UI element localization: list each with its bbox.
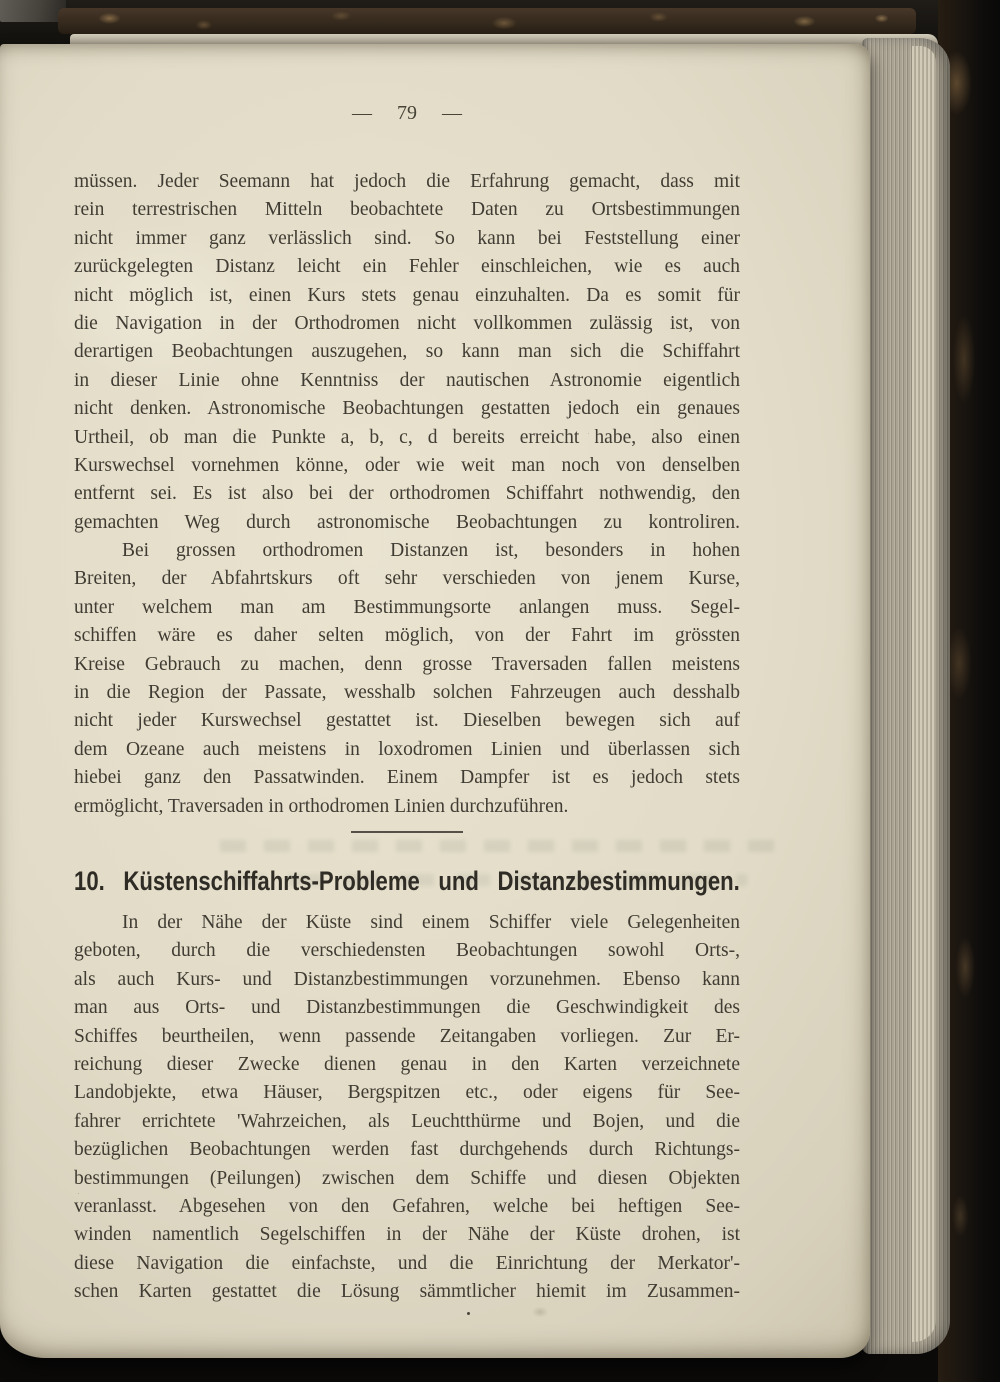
text-line: Kreise Gebrauch zu machen, denn grosse Traversaden fallen meistens bbox=[74, 653, 740, 675]
text-line: nicht möglich ist, einen Kurs stets genau einzuhalten. Da es somit für bbox=[74, 284, 740, 306]
text-line: reichung dieser Zwecke dienen genau in den Karten verzeichnete bbox=[74, 1053, 740, 1075]
text-line: gemachten Weg durch astronomische Beobachtungen zu kontroliren. bbox=[74, 511, 740, 533]
text-line: Urtheil, ob man die Punkte a, b, c, d bereits erreicht habe, also einen bbox=[74, 426, 740, 448]
text-line: Bei grossen orthodromen Distanzen ist, besonders in hohen bbox=[122, 540, 740, 562]
text-line: Schiffes beurtheilen, wenn passende Zeitangaben vorliegen. Zur Er- bbox=[74, 1025, 740, 1047]
text-line: hiebei ganz den Passatwinden. Einem Dampfer ist es jedoch stets bbox=[74, 767, 740, 789]
text-line: geboten, durch die verschiedensten Beobachtungen sowohl Orts-, bbox=[74, 940, 740, 962]
body-paragraph-2 bbox=[74, 537, 740, 821]
text-line: man aus Orts- und Distanzbestimmungen die Geschwindigkeit des bbox=[74, 997, 740, 1019]
text-line: Breiten, der Abfahrtskurs oft sehr verschieden von jenem Kurse, bbox=[74, 568, 740, 590]
text-line: rein terrestrischen Mitteln beobachtete Daten zu Ortsbestimmungen bbox=[74, 199, 740, 221]
text-line: schen Karten gestattet die Lösung sämmtlicher hiemit im Zusammen- bbox=[74, 1281, 740, 1303]
page-content bbox=[74, 100, 740, 1306]
text-line: nicht jeder Kurswechsel gestattet ist. Dieselben bewegen sich auf bbox=[74, 710, 740, 732]
text-line: schiffen wäre es daher selten möglich, von der Fahrt im grössten bbox=[74, 625, 740, 647]
text-line: nicht denken. Astronomische Beobachtungen gestatten jedoch ein genaues bbox=[74, 398, 740, 420]
text-line: winden namentlich Segelschiffen in der Nähe der Küste drohen, ist bbox=[74, 1224, 740, 1246]
text-line: in die Region der Passate, wesshalb solchen Fahrzeugen auch desshalb bbox=[74, 682, 740, 704]
body-paragraph-1 bbox=[74, 168, 740, 537]
text-line: die Navigation in der Orthodromen nicht vollkommen zulässig ist, von bbox=[74, 312, 740, 334]
text-line: In der Nähe der Küste sind einem Schiffer viele Gelegenheiten bbox=[122, 911, 740, 933]
text-line: müssen. Jeder Seemann hat jedoch die Erfahrung gemacht, dass mit bbox=[74, 171, 740, 192]
paper-specks bbox=[467, 1312, 470, 1315]
body-paragraph-3 bbox=[74, 909, 740, 1306]
text-line: entfernt sei. Es ist also bei der orthodromen Schiffahrt nothwendig, den bbox=[74, 483, 740, 505]
text-line: nicht immer ganz verlässlich sind. So kann bei Feststellung einer bbox=[74, 227, 740, 249]
text-line: derartigen Beobachtungen auszugehen, so kann man sich die Schiffahrt bbox=[74, 341, 740, 363]
text-line: bestimmungen (Peilungen) zwischen dem Schiffe und diesen Objekten bbox=[74, 1167, 740, 1189]
text-line: dem Ozeane auch meistens in loxodromen Linien und überlassen sich bbox=[74, 738, 740, 760]
section-heading-row bbox=[74, 865, 740, 899]
page-stack-fore-edge bbox=[862, 38, 950, 1354]
text-line: Landobjekte, etwa Häuser, Bergspitzen etc., oder eigens für See- bbox=[74, 1082, 740, 1104]
book-cover-leather-strip bbox=[58, 8, 916, 34]
text-line: unter welchem man am Bestimmungsorte anlangen muss. Segel- bbox=[74, 596, 740, 618]
text-line: als auch Kurs- und Distanzbestimmungen vorzunehmen. Ebenso kann bbox=[74, 968, 740, 990]
text-line: ermöglicht, Traversaden in orthodromen Linien durchzuführen. bbox=[74, 795, 569, 817]
text-line: veranlasst. Abgesehen von den Gefahren, welche bei heftigen See- bbox=[74, 1195, 740, 1217]
text-line: in dieser Linie ohne Kenntniss der nautischen Astronomie eigentlich bbox=[74, 369, 740, 391]
section-heading: 10. Küstenschiffahrts-Probleme und Distanzbestimmungen. bbox=[74, 865, 740, 896]
section-divider-rule bbox=[351, 831, 463, 833]
text-line: Kurswechsel vornehmen könne, oder wie weit man noch von denselben bbox=[74, 454, 740, 476]
book-page bbox=[0, 44, 870, 1358]
book-cover-corner-wear bbox=[0, 0, 66, 22]
text-line: diese Navigation die einfachste, und die Einrichtung der Merkator'- bbox=[74, 1252, 740, 1274]
text-line: bezüglichen Beobachtungen werden fast durchgehends durch Richtungs- bbox=[74, 1139, 740, 1161]
text-line: zurückgelegten Distanz leicht ein Fehler einschleichen, wie es auch bbox=[74, 256, 740, 278]
text-line: fahrer errichtete 'Wahrzeichen, als Leuchtthürme und Bojen, und die bbox=[74, 1110, 740, 1132]
page-number: — 79 — bbox=[352, 102, 462, 124]
